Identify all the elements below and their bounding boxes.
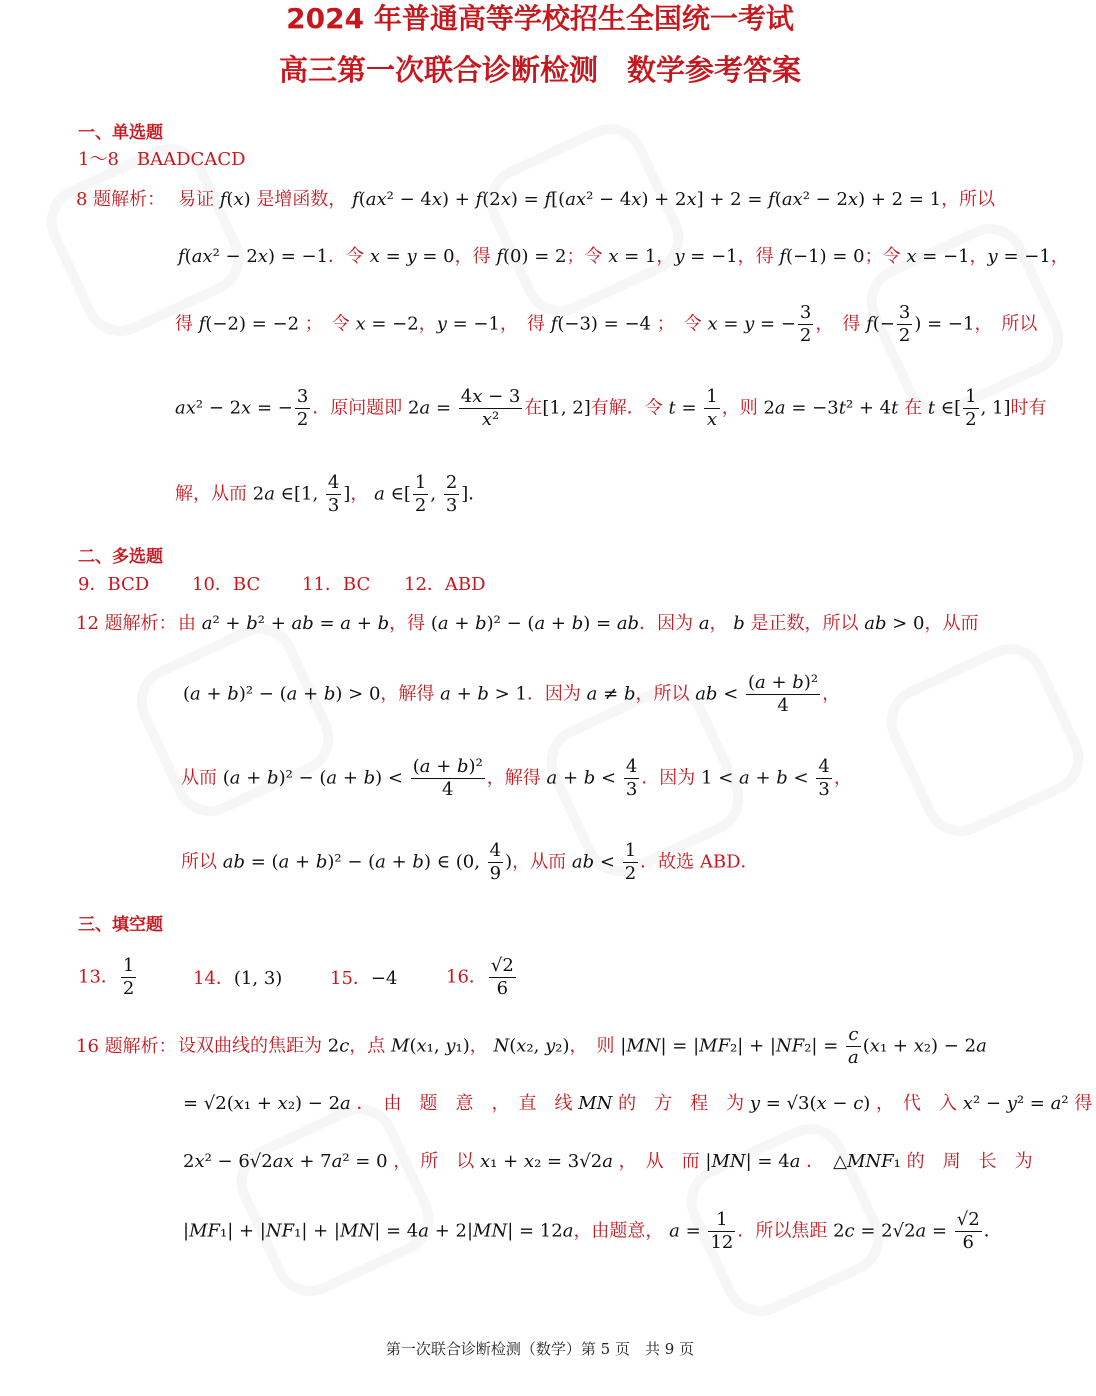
analysis-8-line-1: 易证 f(x) 是增函数， f(ax² − 4x) + f(2x) = f[(ax² − 4x) + 2x] + 2 = f(ax² − 2x) + 2 = 1，所以 — [178, 189, 996, 210]
answer-13: 13． $\frac{1}{2}$ — [78, 955, 135, 999]
analysis-8-line-2: f(ax² − 2x) = −1．令 x = y = 0，得 f(0) = 2；令 x = 1，y = −1，得 f(−1) = 0；令 x = −1，y = −1， — [178, 246, 1069, 267]
analysis-8-line-5: 解，从而 2a ∈[1, $\frac{4}{3}$ ]， a ∈[ $\frac{1}{2}$ , $\frac{2}{3}$ ]． — [175, 472, 487, 516]
analysis-12-line-2: (a + b)² − (a + b) > 0，解得 a + b > 1．因为 a ≠ b，所以 ab < $\frac{\text{(a + b)²}}{4}$ ， — [183, 672, 841, 716]
answer-14: 14．(1, 3) — [193, 968, 283, 989]
analysis-label-16: 16 题解析： — [76, 1036, 177, 1057]
analysis-label-8: 8 题解析： — [76, 189, 166, 210]
watermark — [224, 1092, 446, 1309]
answer-11: 11．BC — [302, 574, 371, 595]
answer-9: 9．BCD — [78, 574, 150, 595]
analysis-16-line-2: = √2(x₁ + x₂) − 2a ． 由 题 意 ， 直 线 MN 的 方 程 为 y = √3(x − c) ， 代 入 x² − y² = a² 得 — [183, 1093, 1093, 1114]
analysis-12-line-4: 所以 ab = (a + b)² − (a + b) ∈ (0, $\frac{4}{9}$ )，从而 ab < $\frac{1}{2}$ ．故选 ABD． — [181, 840, 759, 884]
analysis-16-line-4: |MF₁| + |NF₁| + |MN| = 4a + 2|MN| = 12a，由题意， a = $\frac{1}{12}$ ．所以焦距 2c = 2√2a = $\frac{√2}{6}$ ． — [183, 1209, 1002, 1253]
analysis-8-line-4: ax² − 2x = − $\frac{3}{2}$ ．原问题即 2a = $\frac{4x - 3}{\text{x²}}$ 在[1, 2]有解．令 t = $\frac{1}{x}$ ，则 2a = −3t² + 4t 在 t ∈[ $\frac{1}{2}$ , 1]时有 — [175, 386, 1047, 430]
answer-15: 15．−4 — [330, 968, 398, 989]
analysis-label-12: 12 题解析： — [76, 613, 177, 634]
page-footer: 第一次联合诊断检测（数学）第 5 页 共 9 页 — [385, 1340, 695, 1358]
analysis-16-line-1: 设双曲线的焦距为 2c，点 M(x₁, y₁)， N(x₂, y₂)， 则 |MN| = |MF₂| + |NF₂| = $\frac{c}{a}$ (x₁ + x₂) − 2a — [178, 1024, 987, 1068]
analysis-16-line-3: 2x² − 6√2ax + 7a² = 0 ， 所 以 x₁ + x₂ = 3√2a ， 从 而 |MN| = 4a ． △MNF₁ 的 周 长 为 — [183, 1151, 1033, 1172]
answer-16: 16． $\frac{√2}{6}$ — [446, 955, 514, 999]
watermark — [874, 632, 1096, 849]
section-heading-single-choice: 一、单选题 — [78, 123, 163, 143]
answer-10: 10．BC — [192, 574, 261, 595]
answer-12: 12．ABD — [404, 574, 486, 595]
analysis-12-line-3: 从而 (a + b)² − (a + b) < $\frac{\text{(a + b)²}}{4}$ ，解得 a + b < $\frac{4}{3}$ ．因为 1 < a + b < $\frac{4}{3}$ ， — [181, 756, 852, 800]
section-heading-multi-choice: 二、多选题 — [78, 547, 163, 567]
single-choice-answers: 1～8 BAADCACD — [78, 149, 246, 170]
page-subtitle: 高三第一次联合诊断检测 数学参考答案 — [278, 53, 801, 87]
page-title: 2024 年普通高等学校招生全国统一考试 — [286, 2, 794, 35]
section-heading-fill-blank: 三、填空题 — [78, 915, 163, 935]
watermark — [474, 112, 696, 329]
analysis-8-line-3: 得 f(−2) = −2 ； 令 x = −2，y = −1， 得 f(−3) = −4 ； 令 x = y = − $\frac{3}{2}$ ， 得 f(− $\frac{3}{2}$ ) = −1， 所以 — [175, 302, 1038, 346]
analysis-12-line-1: 由 a² + b² + ab = a + b，得 (a + b)² − (a + b) = ab．因为 a， b 是正数，所以 ab > 0，从而 — [178, 613, 979, 634]
